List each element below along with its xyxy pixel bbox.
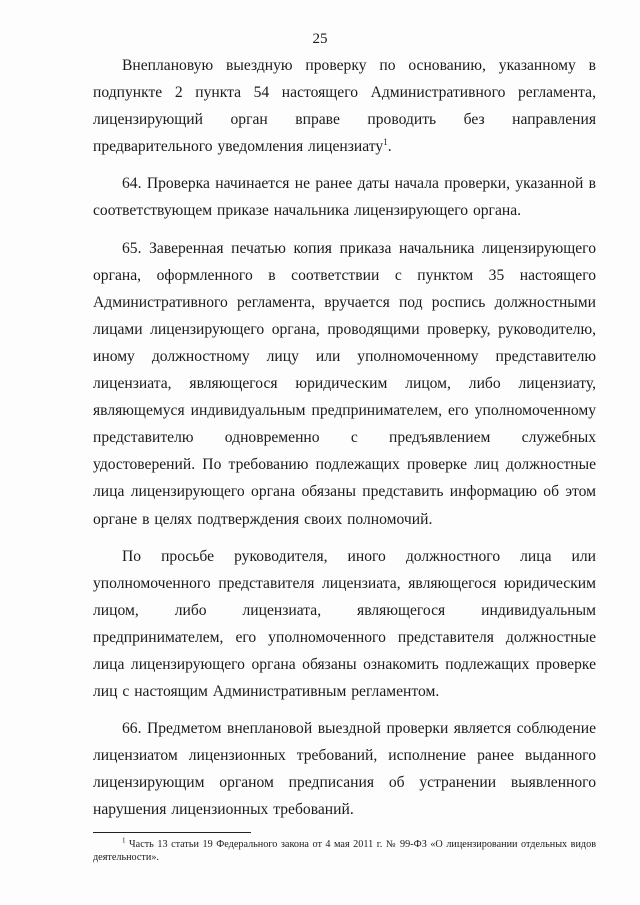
paragraph-66: 66. Предметом внеплановой выездной проверки является соблюдение лицензиатом лицензионных требований, исполнение ранее выданного лицензирующим органом предписания об устранении выявленного нарушения лицензионных требований. [93,720,596,819]
footnote-text: Часть 13 статьи 19 Федерального закона от 4 мая 2011 г. № 99-ФЗ «О лицензировании отдельных видов деятельности». [93,839,597,863]
footnote-reference: 1 [383,137,388,148]
paragraph-64: 64. Проверка начинается не ранее даты начала проверки, указанной в соответствующем приказе начальника лицензирующего органа. [93,175,596,220]
page-number: 25 [312,31,328,47]
paragraph-65: 65. Заверенная печатью копия приказа начальника лицензирующего органа, оформленного в соответствии с пунктом 35 настоящего Административного регламента, вручается под роспись должностными лицами лицензирующего органа, проводящими проверку, руководителю, иному должностному лицу или уполномоченному представителю лицензиата, являющегося юридическим лицом, либо лицензиату, являющемуся индивидуальным предпринимателем, его уполномоченному представителю одновременно с предъявлением служебных удостоверений. По требованию подлежащих проверке лиц должностные лица лицензирующего органа обязаны представить информацию об этом органе в целях подтверждения своих полномочий. [93,239,596,528]
paragraph-request-familiarization: По просьбе руководителя, иного должностного лица или уполномоченного представителя лицензиата, являющегося юридическим лицом, либо лицензиата, являющегося индивидуальным предпринимателем, его уполномоченного представителя должностные лица лицензирующего органа обязаны ознакомить подлежащих проверке лиц с настоящим Административным регламентом. [93,547,596,701]
footnote-separator [93,832,251,833]
footnote-marker: 1 [122,836,126,845]
paragraph-tail: . [387,138,392,156]
paragraph-unscheduled-inspection [93,52,596,160]
paragraph-text: Внеплановую выездную проверку по основанию, указанному в подпункте 2 пункта 54 настоящего Административного регламента, лицензирующий орган вправе проводить без направления предварительного уведомления лицензиату [93,57,596,156]
footnote [93,838,596,864]
body-text [93,52,596,824]
